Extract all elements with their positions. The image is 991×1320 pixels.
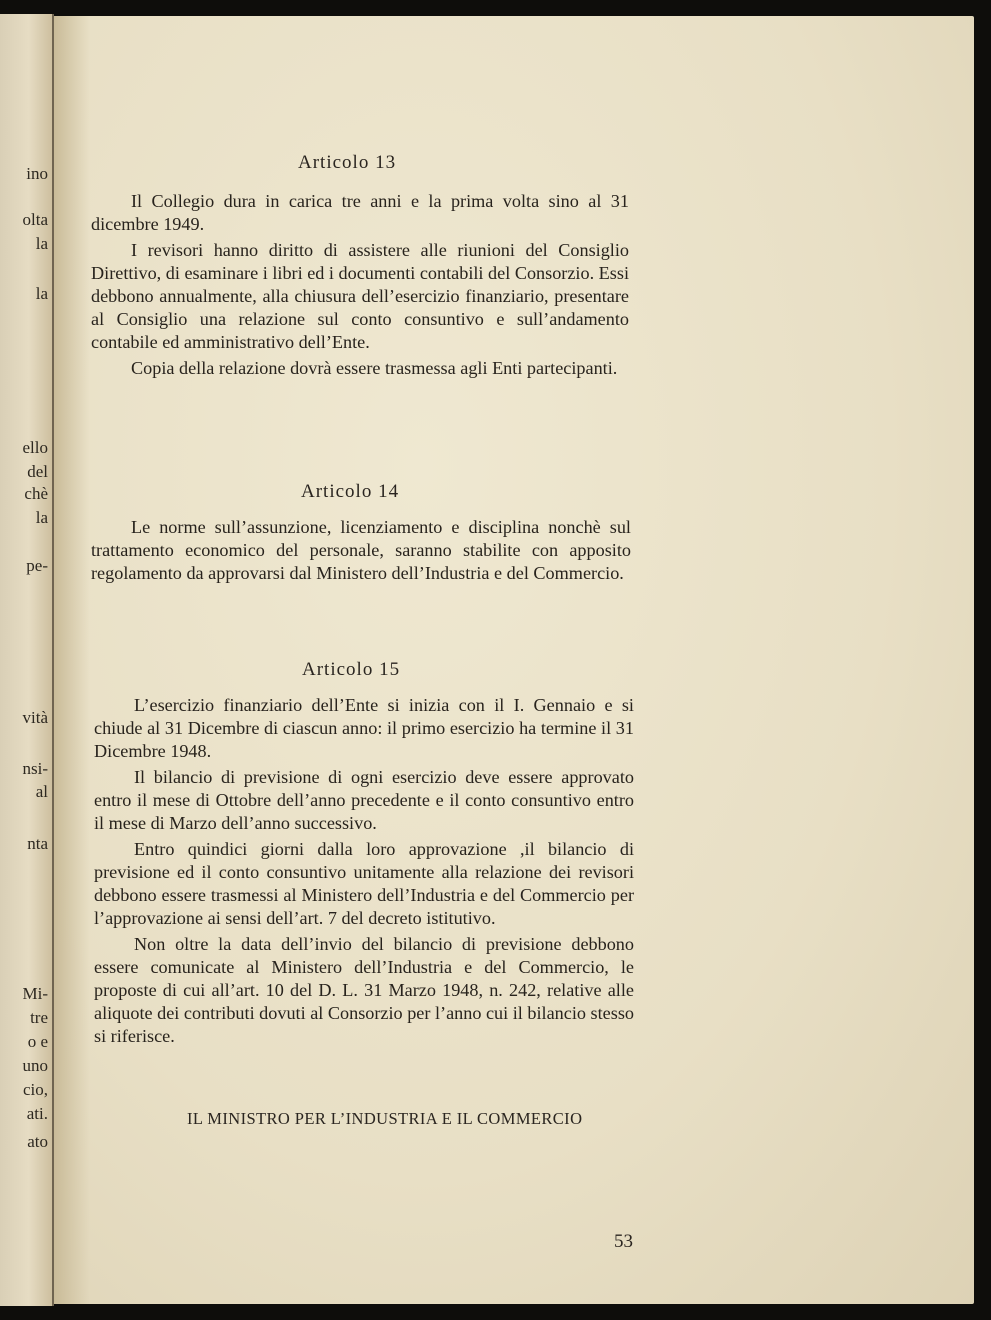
left-page-fragment: tre (30, 1008, 48, 1027)
left-page-fragment: uno (22, 1056, 48, 1075)
left-page-fragment: o e (27, 1032, 48, 1051)
article-14-body (91, 516, 631, 588)
left-page-fragment: ati. (26, 1104, 48, 1123)
left-page-fragment: la (35, 234, 48, 253)
article-14-heading: Articolo 14 (301, 481, 400, 502)
article-15-paragraph-3: Entro quindici giorni dalla loro approvazione ,il bilancio di previsione ed il conto consuntivo unitamente alla relazione dei revisori debbono essere trasmessi al Ministero dell’Industria e del Commercio per l’approvazione ai sensi dell’art. 7 del decreto istitutivo. (94, 839, 634, 928)
left-page-fragment: chè (24, 484, 48, 503)
left-page-fragment: Mi- (22, 984, 48, 1003)
left-page-fragment: olta (22, 210, 48, 229)
article-13-paragraph-2: I revisori hanno diritto di assistere alle riunioni del Consiglio Direttivo, di esaminare i libri ed i documenti contabili del Consorzio. Essi debbono annualmente, alla chiusura dell’esercizio finanziario, presentare al Consiglio una relazione sul conto consuntivo e sull’andamento contabile ed amministrativo dell’Ente. (91, 240, 629, 352)
page-number: 53 (614, 1231, 633, 1252)
left-page-fragment: ino (26, 164, 48, 183)
article-13-body (91, 190, 629, 383)
left-page-fragment: la (35, 284, 48, 303)
left-page-fragment: del (27, 462, 48, 481)
left-page-fragment: ato (27, 1132, 48, 1151)
left-page-fragment: la (35, 508, 48, 527)
signature-line: IL MINISTRO PER L’INDUSTRIA E IL COMMERCIO (187, 1109, 583, 1128)
article-15-paragraph-2: Il bilancio di previsione di ogni esercizio deve essere approvato entro il mese di Ottobre dell’anno precedente e il conto consuntivo entro il mese di Marzo dell’anno successivo. (94, 767, 634, 833)
page-gutter-shadow (54, 16, 90, 1304)
left-page-fragment: cio, (22, 1080, 48, 1099)
document-page (54, 16, 974, 1304)
article-15-paragraph-1: L’esercizio finanziario dell’Ente si inizia con il I. Gennaio e si chiude al 31 Dicembre di ciascun anno: il primo esercizio ha termine il 31 Dicembre 1948. (94, 695, 634, 761)
left-page-fragment: nsi- (22, 759, 48, 778)
article-15-paragraph-4: Non oltre la data dell’invio del bilancio di previsione debbono essere comunicate al Ministero dell’Industria e del Commercio, le proposte di cui all’art. 10 del D. L. 31 Marzo 1948, n. 242, relative alle aliquote dei contributi dovuti al Consorzio per l’anno cui il bilancio stesso si riferisce. (94, 934, 634, 1046)
left-page-fragment: ello (22, 438, 48, 457)
article-13-heading: Articolo 13 (298, 152, 397, 173)
article-14-paragraph-1: Le norme sull’assunzione, licenziamento e disciplina nonchè sul trattamento economico del personale, saranno stabilite con apposito regolamento da approvarsi dal Ministero dell’Industria e del Commercio. (91, 517, 631, 583)
left-page-edge (0, 14, 54, 1306)
article-15-body (94, 694, 634, 1051)
article-13-paragraph-3: Copia della relazione dovrà essere trasmessa agli Enti partecipanti. (131, 358, 618, 378)
article-15-heading: Articolo 15 (302, 659, 401, 680)
article-13-paragraph-1: Il Collegio dura in carica tre anni e la prima volta sino al 31 dicembre 1949. (91, 191, 629, 234)
left-page-fragment: pe- (26, 556, 48, 575)
left-page-fragment: nta (27, 834, 48, 853)
left-page-fragment: vità (22, 708, 48, 727)
left-page-fragment: al (35, 782, 48, 801)
